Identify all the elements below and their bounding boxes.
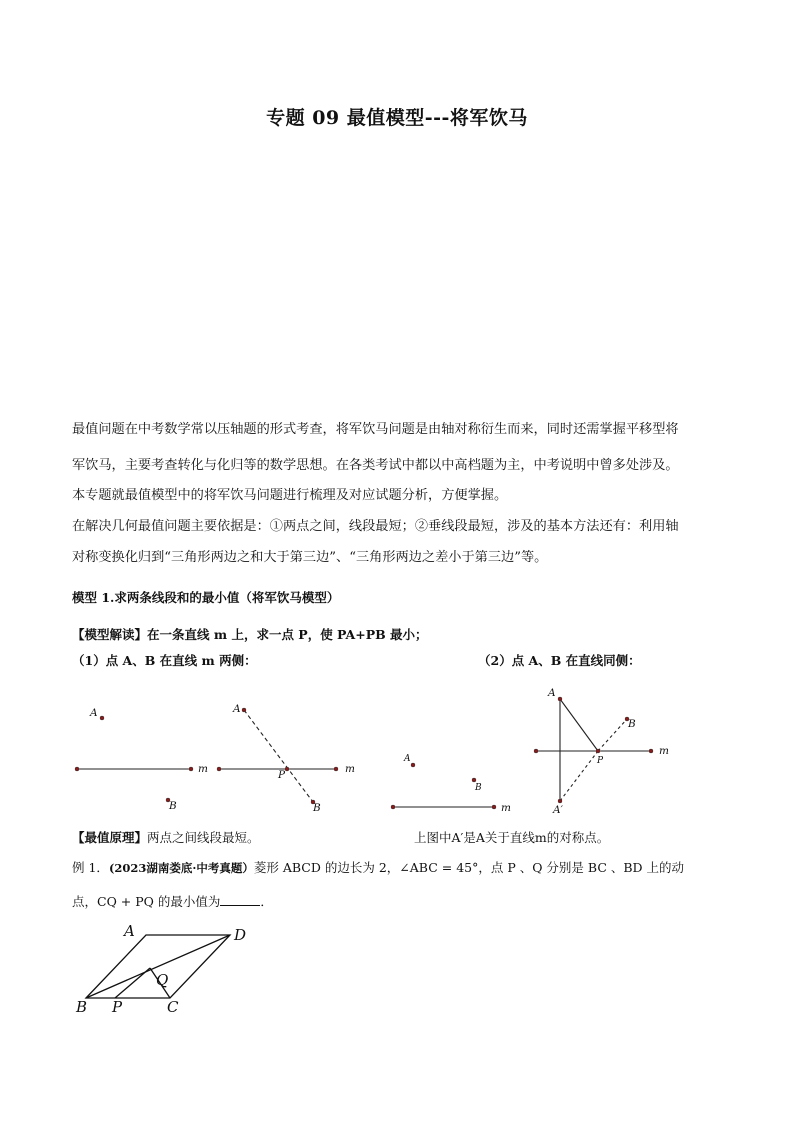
example-1-label: 例 1． xyxy=(72,860,109,875)
fig4-point-p xyxy=(596,749,600,753)
rhombus-label-b: B xyxy=(76,998,88,1016)
fig3-label-a: A xyxy=(404,754,411,764)
example-1-text-2-end: ． xyxy=(260,894,273,909)
interpret-tag: 【模型解读】 xyxy=(72,627,148,642)
principle-text: 两点之间线段最短。 xyxy=(147,830,260,845)
interpret-text: 在一条直线 m 上，求一点 P，使 PA+PB 最小； xyxy=(147,627,428,642)
fig4-label-a: A xyxy=(548,687,556,699)
fig4-label-a-prime: A′ xyxy=(553,804,563,816)
rhombus-label-q: Q xyxy=(156,971,169,989)
case-1-label: （1）点 A、B 在直线 m 两侧： xyxy=(72,653,257,668)
model1-heading: 模型 1.求两条线段和的最小值（将军饮马模型） xyxy=(72,590,340,605)
intro-line-3: 本专题就最值模型中的将军饮马问题进行梳理及对应试题分析，方便掌握。 xyxy=(72,488,508,503)
fig3-label-b: B xyxy=(475,783,482,793)
fig4-segment-a-prime-p xyxy=(560,751,598,801)
fig2-point-a xyxy=(242,708,246,712)
reflection-note: 上图中A′是A关于直线m的对称点。 xyxy=(414,830,610,845)
rhombus-label-a: A xyxy=(124,922,135,940)
fig2-label-b: B xyxy=(313,802,321,814)
intro-line-2: 军饮马，主要考查转化与化归等的数学思想。在各类考试中都以中高档题为主，中考说明中曾多处涉及。 xyxy=(72,458,679,473)
fig4-label-m: m xyxy=(659,745,669,757)
rhombus-label-p: P xyxy=(112,998,123,1016)
fig3-point-b xyxy=(472,778,476,782)
fig4-point-a xyxy=(558,697,562,701)
fig1-label-m: m xyxy=(198,763,208,775)
principle-line xyxy=(72,832,260,845)
fig4-segment-pb xyxy=(598,719,627,751)
example-1-source: (2023湖南娄底·中考真题） xyxy=(108,861,254,875)
fig4-segment-ap xyxy=(560,699,598,751)
answer-blank[interactable] xyxy=(220,893,260,906)
intro-line-4: 在解决几何最值问题主要依据是：①两点之间，线段最短；②垂线段最短，涉及的基本方法还有：利用轴 xyxy=(72,519,679,534)
model-interpretation xyxy=(72,629,428,642)
fig4-point-a-prime xyxy=(558,799,562,803)
fig3-label-m: m xyxy=(501,802,511,814)
example-1-line-2 xyxy=(72,893,273,909)
example-1-text-1: 菱形 ABCD 的边长为 2，∠ABC = 45°，点 P 、Q 分别是 BC 、BD 上的动 xyxy=(253,860,685,875)
fig2-label-a: A xyxy=(233,703,241,715)
example-1-line-1 xyxy=(72,862,684,875)
fig1-label-a: A xyxy=(90,707,98,719)
fig2-segment-ab xyxy=(244,710,313,802)
fig1-point-a xyxy=(100,716,104,720)
intro-line-1: 最值问题在中考数学常以压轴题的形式考查，将军饮马问题是由轴对称衍生而来，同时还需掌握平移型将 xyxy=(72,422,679,437)
example-1-text-2: 点，CQ + PQ 的最小值为 xyxy=(72,894,221,909)
principle-tag: 【最值原理】 xyxy=(72,830,148,845)
fig1-label-b: B xyxy=(169,800,177,812)
fig2-point-p xyxy=(285,767,289,771)
intro-line-5: 对称变换化归到“三角形两边之和大于第三边”、“三角形两边之差小于第三边”等。 xyxy=(72,550,548,565)
rhombus-label-d: D xyxy=(234,926,247,944)
fig3-point-a xyxy=(411,763,415,767)
fig4-label-p: P xyxy=(597,756,604,766)
fig4-label-b: B xyxy=(628,718,636,730)
page-title: 专题 09 最值模型---将军饮马 xyxy=(266,107,528,129)
fig2-label-p: P xyxy=(278,769,286,781)
case-2-label: （2）点 A、B 在直线同侧： xyxy=(478,653,641,668)
fig2-label-m: m xyxy=(345,763,355,775)
rhombus-label-c: C xyxy=(167,998,179,1016)
case-diagrams xyxy=(0,680,794,820)
rhombus-figure xyxy=(60,915,280,1020)
